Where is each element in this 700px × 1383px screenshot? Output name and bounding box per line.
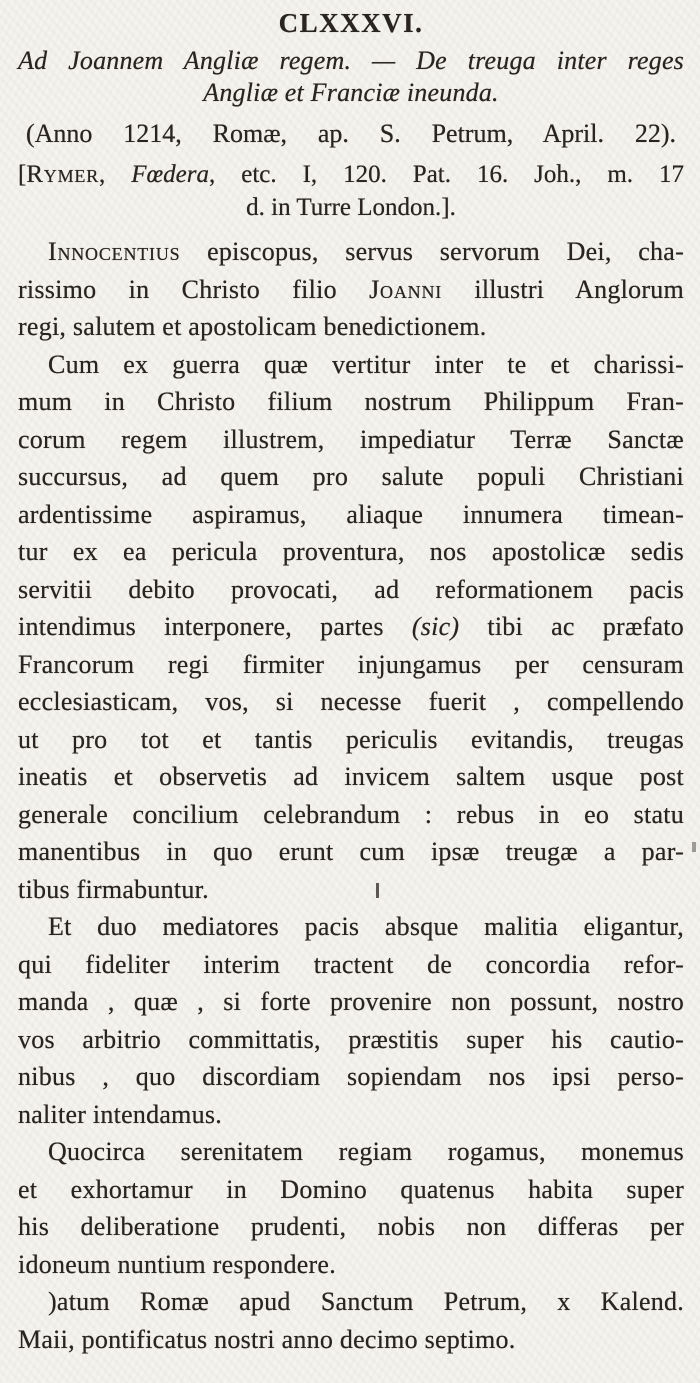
text-segment-plain: Ad Joannem Angliæ regem. — De treuga inter reges — [18, 46, 684, 75]
text-segment-plain: Francorum regi firmiter injungamus per censuram — [18, 649, 684, 679]
text-segment-plain: his deliberatione prudenti, nobis non differas per — [18, 1212, 684, 1241]
ink-smudge-artifact — [692, 842, 696, 852]
text-segment-plain: regi, salutem et apostolicam benedictionem. — [18, 312, 487, 341]
text-line — [18, 871, 684, 909]
text-segment-plain: rissimo in Christo filio — [18, 274, 370, 304]
text-segment-plain: ut pro tot et tantis periculis evitandis, treugas — [18, 724, 684, 754]
text-segment-plain: d. in Turre London.]. — [246, 194, 456, 221]
text-segment-plain: )atum Romæ apud Sanctum Petrum, x Kalend. — [48, 1287, 684, 1316]
text-line — [18, 421, 684, 459]
text-line — [18, 233, 684, 271]
document-title — [18, 45, 684, 109]
dateline: (Anno 1214, Romæ, ap. S. Petrum, April. 22). — [26, 119, 676, 148]
text-segment-smallcaps: Innocentius — [48, 237, 181, 266]
paragraph — [18, 233, 684, 346]
paragraph — [18, 1133, 684, 1283]
text-segment-plain: manda , quæ , si forte provenire non possunt, nostro — [18, 987, 684, 1016]
text-line — [18, 796, 684, 834]
text-segment-italic: Fœdera — [131, 161, 210, 188]
text-line — [18, 77, 684, 109]
text-line — [18, 496, 684, 534]
text-segment-plain: mum in Christo filium nostrum Philippum Fran- — [18, 387, 684, 416]
text-line — [18, 383, 684, 421]
text-segment-plain: ineatis et observetis ad invicem saltem usque post — [18, 762, 684, 791]
text-segment-plain: episcopus, servus servorum Dei, cha- — [180, 237, 684, 266]
text-line — [18, 458, 684, 496]
text-segment-plain: Quocirca serenitatem regiam rogamus, monemus — [48, 1137, 684, 1166]
text-line — [18, 683, 684, 721]
ink-tick-artifact — [376, 883, 379, 898]
text-line — [18, 983, 684, 1021]
text-segment-plain: ardentissime aspiramus, aliaque innumera timean- — [18, 499, 684, 529]
text-line — [18, 271, 684, 309]
source-citation — [18, 158, 684, 224]
text-line — [18, 1321, 684, 1359]
text-segment-plain: [ — [18, 161, 27, 188]
text-segment-plain: manentibus in quo erunt cum ipsæ treugæ a par- — [18, 837, 684, 866]
text-line — [18, 1171, 684, 1209]
paragraph — [18, 346, 684, 909]
text-segment-plain: , etc. I, 120. Pat. 16. Joh., m. 17 — [209, 161, 685, 188]
text-segment-plain: Cum ex guerra quæ vertitur inter te et charissi- — [48, 349, 684, 379]
text-line — [18, 646, 684, 684]
text-line — [18, 1096, 684, 1134]
text-segment-plain: et exhortamur in Domino quatenus habita super — [18, 1174, 684, 1204]
text-segment-smallcaps: Joanni — [369, 274, 443, 304]
text-line — [18, 1133, 684, 1171]
text-segment-plain: illustri Anglorum — [442, 274, 685, 304]
text-line — [18, 45, 684, 77]
text-segment-plain: vos arbitrio committatis, præstitis super his cautio- — [18, 1024, 684, 1054]
text-segment-plain: ecclesiasticam, vos, si necesse fuerit , compellendo — [18, 687, 684, 716]
text-line — [18, 1021, 684, 1059]
text-line — [18, 571, 684, 609]
text-line — [18, 1208, 684, 1246]
text-line — [18, 1246, 684, 1284]
text-line — [18, 908, 684, 946]
text-segment-plain: servitii debito provocati, ad reformationem pacis — [18, 574, 684, 604]
paragraph — [18, 1283, 684, 1358]
text-segment-plain: intendimus interponere, partes — [18, 612, 412, 641]
text-segment-plain: qui fideliter interim tractent de concordia refor- — [18, 949, 684, 979]
text-line — [18, 1283, 684, 1321]
text-segment-plain: Angliæ et Franciæ ineunda. — [203, 78, 499, 107]
text-segment-plain: corum regem illustrem, impediatur Terræ Sanctæ — [18, 424, 684, 454]
text-line — [18, 191, 684, 224]
text-segment-plain: naliter intendamus. — [18, 1099, 223, 1129]
text-line — [18, 608, 684, 646]
text-segment-plain: nibus , quo discordiam sopiendam nos ipsi perso- — [18, 1062, 684, 1091]
text-line — [18, 533, 684, 571]
text-segment-smallcaps: Rymer — [26, 161, 100, 188]
text-segment-plain: Maii, pontificatus nostri anno decimo septimo. — [18, 1324, 516, 1354]
text-segment-plain: tibi ac præfato — [459, 612, 684, 641]
text-line — [18, 158, 684, 191]
text-segment-plain: succursus, ad quem pro salute populi Christiani — [18, 462, 684, 491]
text-line — [18, 346, 684, 384]
text-line — [18, 721, 684, 759]
text-segment-plain: tibus firmabuntur. — [18, 874, 209, 904]
text-segment-italic: (sic) — [411, 612, 460, 641]
text-line — [18, 946, 684, 984]
document-body — [18, 233, 684, 1358]
text-line — [18, 1058, 684, 1096]
text-segment-plain: idoneum nuntium respondere. — [18, 1249, 336, 1279]
text-line — [18, 833, 684, 871]
text-segment-plain: , — [99, 161, 132, 188]
paragraph — [18, 908, 684, 1133]
text-line — [18, 308, 684, 346]
text-segment-plain: tur ex ea pericula proventura, nos apostolicæ sedis — [18, 537, 684, 566]
section-number: CLXXXVI. — [278, 8, 424, 38]
text-segment-plain: Et duo mediatores pacis absque malitia eligantur, — [48, 912, 684, 941]
text-segment-plain: generale concilium celebrandum : rebus in eo statu — [18, 799, 684, 829]
text-line — [18, 758, 684, 796]
